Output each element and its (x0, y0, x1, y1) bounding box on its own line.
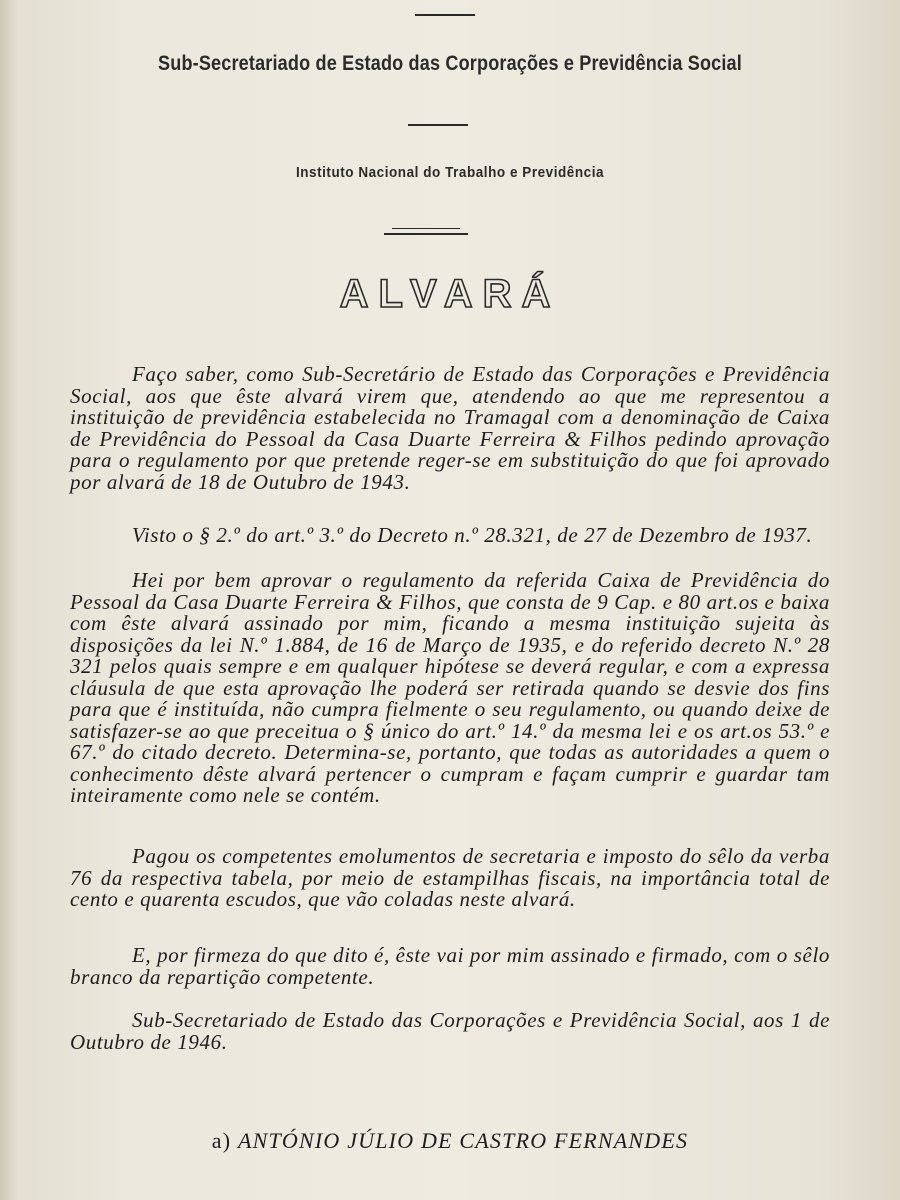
paragraph-text: E, por firmeza do que dito é, êste vai por mim assinado e firmado, com o sêlo branco da repartição competente. (70, 943, 830, 989)
paragraph-approval (70, 570, 830, 807)
paragraph-intro (70, 364, 830, 493)
divider-2-upper (392, 228, 460, 229)
paragraph-text: Faço saber, como Sub-Secretário de Estado das Corporações e Previdência Social, aos que êste alvará virem que, atendendo ao que me representou a instituição de previdência estabelecida no Tramagal com a denominação de Caixa de Previdência do Pessoal da Casa Duarte Ferreira & Filhos pedindo aprovação para o regulamento por que pretende reger-se em substituição do que foi aprovado por alvará de 18 de Outubro de 1943. (70, 362, 830, 494)
top-divider (415, 14, 475, 16)
paragraph-text: Visto o § 2.º do art.º 3.º do Decreto n.º 28.321, de 27 de Dezembro de 1937. (132, 523, 813, 547)
paragraph-place-date (70, 1010, 830, 1053)
document-title: ALVARÁ (339, 272, 561, 316)
paragraph-text: Sub-Secretariado de Estado das Corporações e Previdência Social, aos 1 de Outubro de 1946. (70, 1008, 830, 1054)
divider-1 (408, 124, 468, 126)
paragraph-fees (70, 846, 830, 911)
ministry-heading: Sub-Secretariado de Estado das Corporações e Previdência Social (158, 52, 742, 75)
institute-heading: Instituto Nacional do Trabalho e Previdência (295, 164, 605, 181)
divider-2-lower (384, 233, 468, 235)
paragraph-visto (70, 525, 830, 547)
signatory-name: ANTÓNIO JÚLIO DE CASTRO FERNANDES (237, 1128, 689, 1153)
signature-line (0, 1128, 900, 1154)
paragraph-text: Pagou os competentes emolumentos de secretaria e imposto do sêlo da verba 76 da respectiva tabela, por meio de estampilhas fiscais, na importância total de cento e quarenta escudos, que vão coladas neste alvará. (70, 844, 830, 911)
signature-prefix: a) (211, 1128, 232, 1153)
paragraph-text: Hei por bem aprovar o regulamento da referida Caixa de Previdência do Pessoal da Casa Duarte Ferreira & Filhos, que consta de 9 Cap. e 80 art.os e baixa com êste alvará assinado por mim, ficando a mesma instituição sujeita às disposições da lei N.º 1.884, de 16 de Março de 1935, e do referido decreto N.º 28 321 pelos quais sempre e em qualquer hipótese se deverá regular, e com a expressa cláusula de que esta aprovação lhe poderá ser retirada quando se desvie dos fins para que é instituída, não cumpra fielmente o seu regulamento, ou quando deixe de satisfazer-se ao que preceitua o § único do art.º 14.º da mesma lei e os art.os 53.º e 67.º do citado decreto. Determina-se, portanto, que todas as autoridades a quem o conhecimento dêste alvará pertencer o cumpram e façam cumprir e guardar tam inteiramente como nele se contém. (70, 568, 830, 807)
paragraph-firmness (70, 945, 830, 988)
